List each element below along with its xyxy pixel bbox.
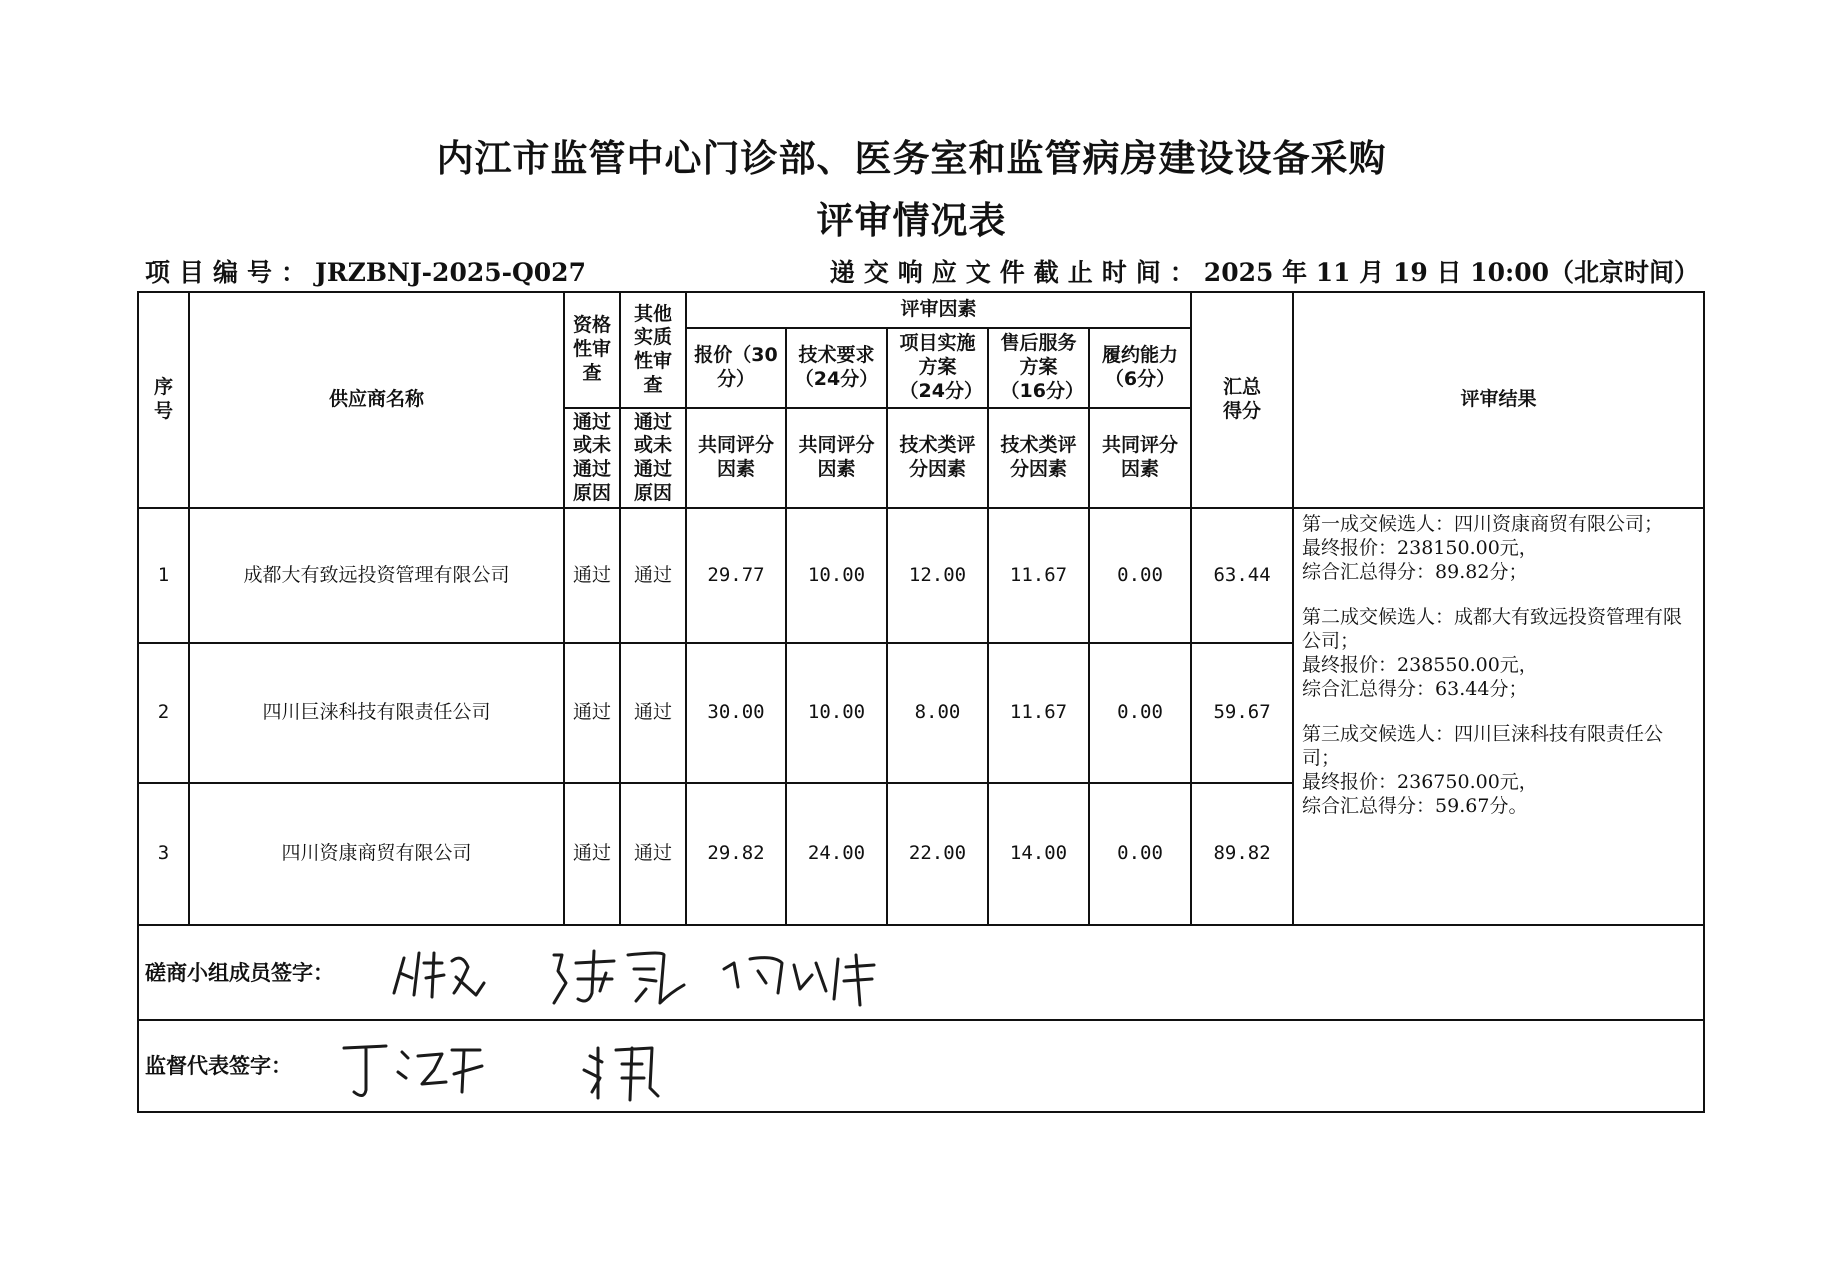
result-score: 综合汇总得分：89.82分； bbox=[1302, 560, 1528, 583]
header-seq: 序号 bbox=[138, 292, 189, 508]
header-pass-reason: 通过或未通过原因 bbox=[620, 408, 686, 508]
header-after-sales: 售后服务方案（16分） bbox=[988, 328, 1089, 408]
result-price: 最终报价：238550.00元， bbox=[1302, 653, 1538, 676]
supervisor-signatures-image bbox=[322, 1026, 742, 1106]
row-other-review: 通过 bbox=[620, 783, 686, 925]
header-common-factor: 共同评分因素 bbox=[786, 408, 887, 508]
row-after-sales-score: 11.67 bbox=[988, 508, 1089, 643]
project-number-value: JRZBNJ-2025-Q027 bbox=[315, 258, 586, 287]
document-title: 内江市监管中心门诊部、医务室和监管病房建设设备采购 bbox=[436, 137, 1387, 180]
row-impl-score: 22.00 bbox=[887, 783, 988, 925]
result-price: 最终报价：236750.00元， bbox=[1302, 770, 1538, 793]
row-other-review: 通过 bbox=[620, 508, 686, 643]
header-other-review: 其他实质性审查 bbox=[620, 292, 686, 408]
row-performance-score: 0.00 bbox=[1089, 508, 1191, 643]
table-row bbox=[138, 508, 1704, 643]
header-common-factor: 共同评分因素 bbox=[686, 408, 786, 508]
row-price-score: 29.82 bbox=[686, 783, 786, 925]
header-tech-factor: 技术类评分因素 bbox=[887, 408, 988, 508]
panel-signature-row bbox=[138, 925, 1704, 1020]
result-score: 综合汇总得分：59.67分。 bbox=[1302, 794, 1528, 817]
header-supplier: 供应商名称 bbox=[189, 292, 564, 508]
evaluation-table bbox=[137, 291, 1705, 1113]
result-score: 综合汇总得分：63.44分； bbox=[1302, 677, 1528, 700]
row-total-score: 59.67 bbox=[1191, 643, 1293, 783]
row-seq: 3 bbox=[138, 783, 189, 925]
header-tech-factor: 技术类评分因素 bbox=[988, 408, 1089, 508]
deadline bbox=[830, 253, 1699, 289]
header-tech-req: 技术要求（24分） bbox=[786, 328, 887, 408]
project-number-label: 项目编号： bbox=[145, 258, 316, 287]
row-total-score: 89.82 bbox=[1191, 783, 1293, 925]
result-candidate: 第三成交候选人：四川巨涞科技有限责任公司； bbox=[1302, 723, 1664, 769]
row-after-sales-score: 14.00 bbox=[988, 783, 1089, 925]
row-qualification: 通过 bbox=[564, 508, 620, 643]
row-total-score: 63.44 bbox=[1191, 508, 1293, 643]
row-qualification: 通过 bbox=[564, 783, 620, 925]
result-candidate: 第二成交候选人：成都大有致远投资管理有限公司； bbox=[1302, 606, 1683, 652]
header-price: 报价（30分） bbox=[686, 328, 786, 408]
deadline-value: 2025 年 11 月 19 日 10:00（北京时间） bbox=[1203, 258, 1699, 287]
row-tech-req-score: 10.00 bbox=[786, 643, 887, 783]
header-result: 评审结果 bbox=[1293, 292, 1704, 508]
result-block bbox=[1302, 606, 1697, 701]
header-impl-plan: 项目实施方案（24分） bbox=[887, 328, 988, 408]
row-supplier: 四川巨涞科技有限责任公司 bbox=[189, 643, 564, 783]
header-common-factor: 共同评分因素 bbox=[1089, 408, 1191, 508]
header-qualification: 资格性审查 bbox=[564, 292, 620, 408]
supervisor-signature-row bbox=[138, 1020, 1704, 1112]
header-pass-reason: 通过或未通过原因 bbox=[564, 408, 620, 508]
result-price: 最终报价：238150.00元， bbox=[1302, 536, 1538, 559]
row-other-review: 通过 bbox=[620, 643, 686, 783]
supervisor-signature-cell bbox=[138, 1020, 1704, 1112]
row-seq: 1 bbox=[138, 508, 189, 643]
row-after-sales-score: 11.67 bbox=[988, 643, 1089, 783]
project-number bbox=[145, 253, 586, 289]
project-meta bbox=[145, 253, 1699, 289]
row-impl-score: 8.00 bbox=[887, 643, 988, 783]
row-performance-score: 0.00 bbox=[1089, 643, 1191, 783]
panel-signature-cell bbox=[138, 925, 1704, 1020]
row-price-score: 30.00 bbox=[686, 643, 786, 783]
result-block bbox=[1302, 723, 1697, 818]
row-seq: 2 bbox=[138, 643, 189, 783]
result-block bbox=[1302, 513, 1697, 584]
row-supplier: 四川资康商贸有限公司 bbox=[189, 783, 564, 925]
row-price-score: 29.77 bbox=[686, 508, 786, 643]
panel-signatures-image bbox=[364, 933, 924, 1013]
header-performance: 履约能力（6分） bbox=[1089, 328, 1191, 408]
row-supplier: 成都大有致远投资管理有限公司 bbox=[189, 508, 564, 643]
row-performance-score: 0.00 bbox=[1089, 783, 1191, 925]
row-tech-req-score: 10.00 bbox=[786, 508, 887, 643]
document-subtitle: 评审情况表 bbox=[816, 199, 1007, 242]
row-tech-req-score: 24.00 bbox=[786, 783, 887, 925]
header-factors: 评审因素 bbox=[686, 292, 1191, 328]
result-candidate: 第一成交候选人：四川资康商贸有限公司； bbox=[1302, 513, 1664, 535]
supervisor-signature-label: 监督代表签字： bbox=[145, 1053, 292, 1078]
evaluation-results bbox=[1293, 508, 1704, 925]
panel-signature-label: 磋商小组成员签字： bbox=[145, 960, 334, 985]
row-qualification: 通过 bbox=[564, 643, 620, 783]
row-impl-score: 12.00 bbox=[887, 508, 988, 643]
deadline-label: 递交响应文件截止时间： bbox=[829, 258, 1204, 287]
header-total: 汇总得分 bbox=[1191, 292, 1293, 508]
